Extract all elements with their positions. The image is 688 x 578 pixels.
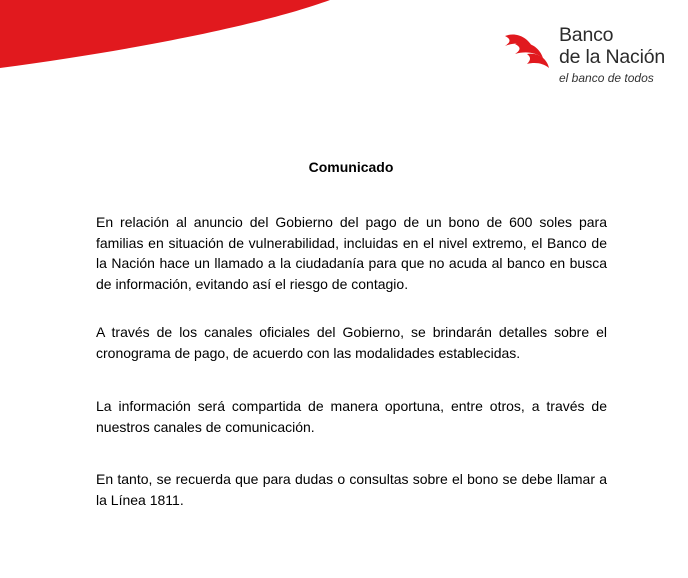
bank-name-line1: Banco [559, 24, 614, 46]
paragraph-information-sharing: La información será compartida de manera oportuna, entre otros, a través de nuestros canales de comunicación. [96, 398, 607, 435]
bank-logo [503, 24, 683, 90]
document-title: Comunicado [308, 159, 394, 175]
header-swoosh [0, 0, 330, 70]
logo-chevron-icon [503, 28, 553, 70]
paragraph-announcement: En relación al anuncio del Gobierno del pago de un bono de 600 soles para familias en situación de vulnerabilidad, incluidas en el nivel extremo, el Banco de la Nación hace un llamado a la ciudadanía para que no acuda al banco en busca de información, evitando así el riesgo de contagio. [96, 214, 607, 292]
paragraph-official-channels: A través de los canales oficiales del Gobierno, se brindarán detalles sobre el cronograma de pago, de acuerdo con las modalidades establecidas. [96, 324, 607, 361]
paragraph-hotline: En tanto, se recuerda que para dudas o consultas sobre el bono se debe llamar a la Línea 1811. [96, 471, 607, 508]
bank-name-line2: de la Nación [559, 46, 666, 68]
bank-name [559, 24, 665, 68]
bank-tagline: el banco de todos [559, 71, 654, 85]
